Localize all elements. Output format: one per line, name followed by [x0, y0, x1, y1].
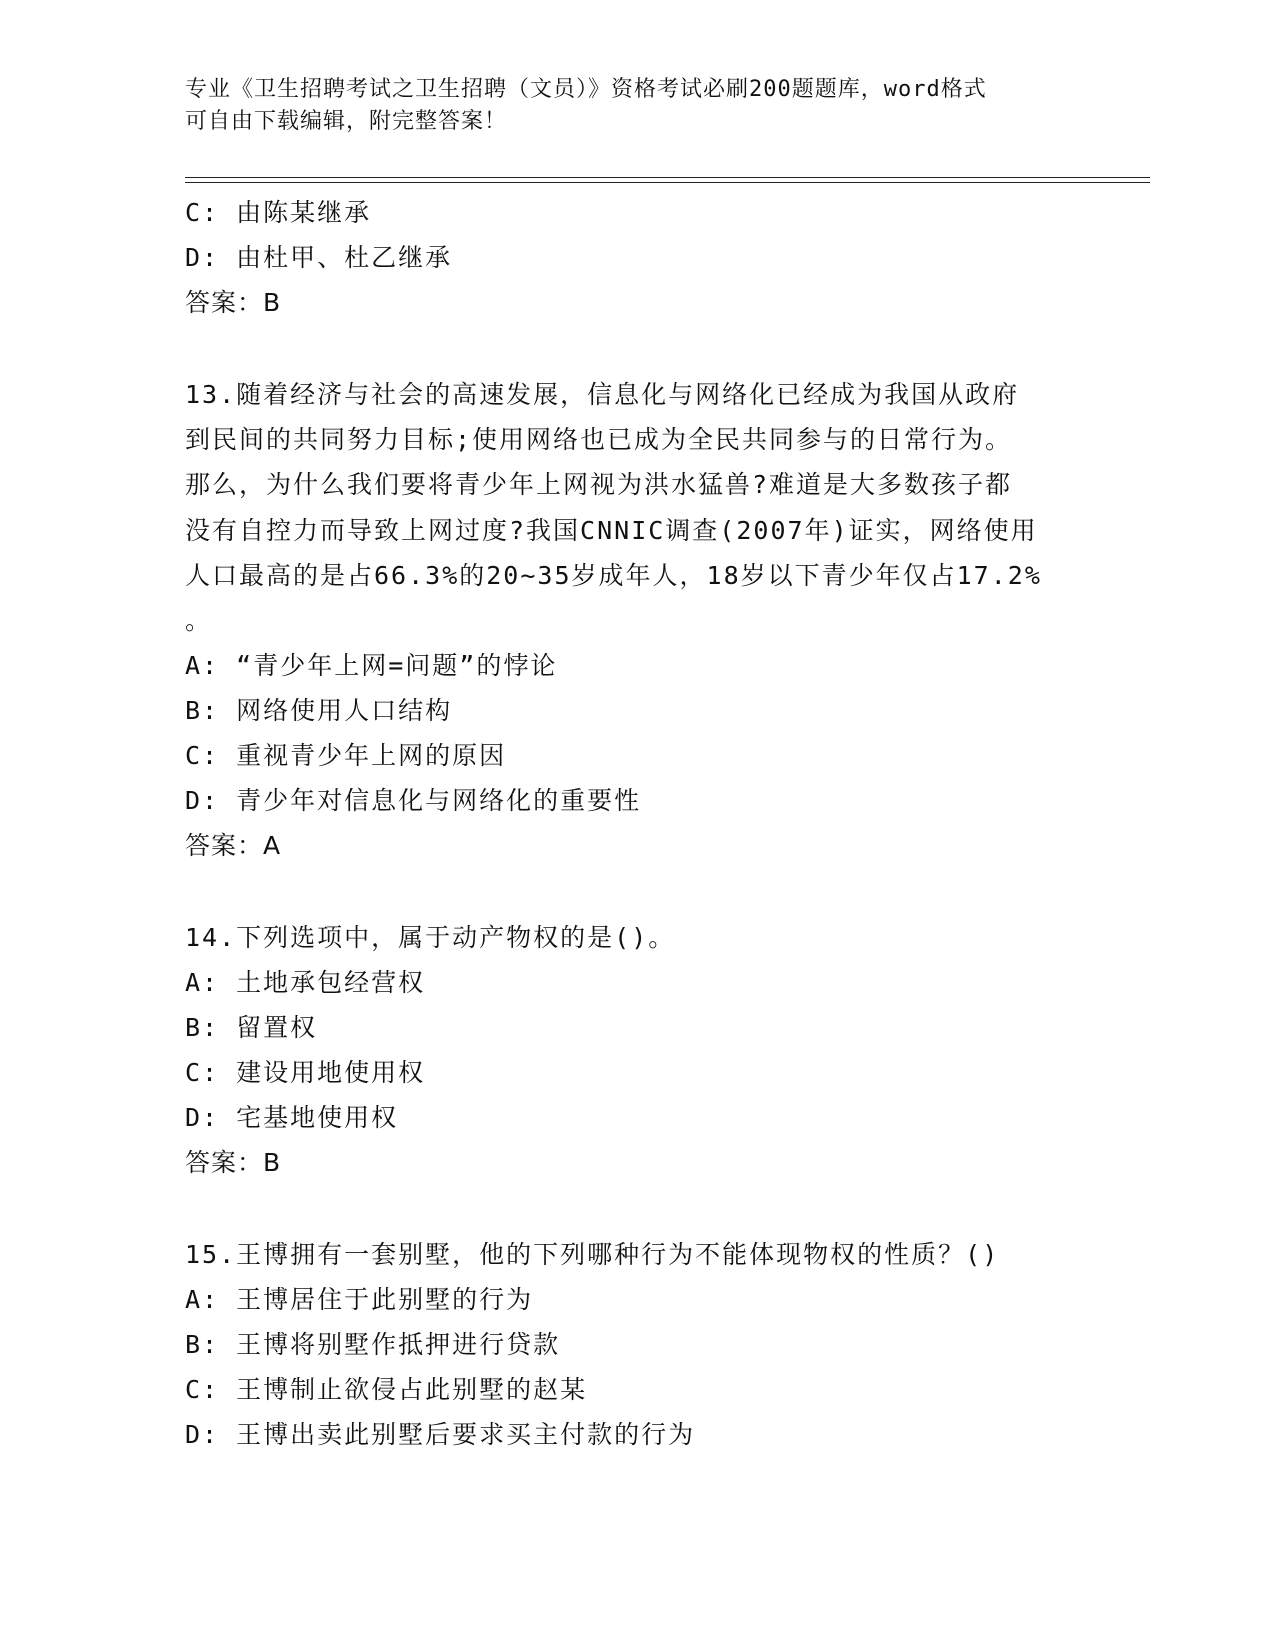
option-text: 建设用地使用权 — [236, 1058, 426, 1088]
option-c — [185, 1367, 1145, 1412]
question-text-line: 那么，为什么我们要将青少年上网视为洪水猛兽?难道是大多数孩子都 — [185, 470, 1013, 500]
header-title-line-2: 可自由下载编辑，附完整答案！ — [185, 109, 508, 134]
answer-line: 答案：B — [185, 1148, 282, 1178]
option-d — [185, 778, 1145, 823]
option-c — [185, 190, 1145, 235]
question-text-line: 。 — [185, 605, 213, 635]
document-header — [185, 74, 1065, 138]
option-text: 宅基地使用权 — [236, 1103, 399, 1133]
option-label: D: — [185, 243, 220, 272]
option-d — [185, 235, 1145, 280]
option-label: B: — [185, 1330, 220, 1360]
option-c — [185, 1050, 1145, 1095]
option-a — [185, 1277, 1145, 1322]
question-text-line: 15.王博拥有一套别墅，他的下列哪种行为不能体现物权的性质？() — [185, 1240, 1000, 1270]
option-text: 王博制止欲侵占此别墅的赵某 — [236, 1375, 588, 1405]
option-a — [185, 643, 1145, 688]
option-label: C: — [185, 1058, 220, 1088]
question-12-continuation — [185, 190, 1145, 325]
option-label: A: — [185, 1285, 220, 1315]
option-label: D: — [185, 1103, 220, 1133]
question-content — [185, 190, 1145, 1457]
option-label: B: — [185, 1013, 220, 1043]
option-text: 王博居住于此别墅的行为 — [236, 1285, 534, 1315]
answer-line: 答案：B — [185, 288, 282, 317]
option-c — [185, 733, 1145, 778]
option-label: C: — [185, 198, 220, 227]
option-label: D: — [185, 1420, 220, 1450]
spacer — [185, 325, 1145, 372]
question-15 — [185, 1232, 1145, 1457]
header-divider-bottom — [185, 182, 1150, 183]
option-label: D: — [185, 786, 220, 816]
question-text-line: 13.随着经济与社会的高速发展，信息化与网络化已经成为我国从政府 — [185, 380, 1020, 409]
option-b — [185, 1005, 1145, 1050]
question-text-line: 没有自控力而导致上网过度?我国CNNIC调查(2007年)证实，网络使用 — [185, 515, 1038, 545]
option-a — [185, 960, 1145, 1005]
option-text: 土地承包经营权 — [236, 968, 426, 998]
option-text: 王博将别墅作抵押进行贷款 — [236, 1330, 561, 1360]
option-label: C: — [185, 1375, 220, 1405]
question-text-line: 人口最高的是占66.3%的20~35岁成年人，18岁以下青少年仅占17.2% — [185, 560, 1042, 590]
question-13 — [185, 372, 1145, 868]
option-d — [185, 1412, 1145, 1457]
spacer — [185, 868, 1145, 915]
option-text: 由陈某继承 — [236, 198, 372, 227]
spacer — [185, 1185, 1145, 1232]
option-b — [185, 1322, 1145, 1367]
option-text: 重视青少年上网的原因 — [236, 741, 507, 771]
option-label: B: — [185, 696, 220, 726]
option-d — [185, 1095, 1145, 1140]
question-14 — [185, 915, 1145, 1185]
option-b — [185, 688, 1145, 733]
option-text: 网络使用人口结构 — [236, 696, 453, 726]
question-text-line: 到民间的共同努力目标;使用网络也已成为全民共同参与的日常行为。 — [185, 425, 1013, 455]
option-text: 由杜甲、杜乙继承 — [236, 243, 453, 272]
question-text-line: 14.下列选项中，属于动产物权的是()。 — [185, 923, 676, 953]
option-text: 留置权 — [236, 1013, 318, 1043]
answer-line: 答案：A — [185, 831, 282, 861]
option-label: A: — [185, 968, 220, 998]
option-label: A: — [185, 651, 220, 681]
option-text: 王博出卖此别墅后要求买主付款的行为 — [236, 1420, 696, 1450]
option-text: 青少年对信息化与网络化的重要性 — [236, 786, 642, 816]
header-divider-top — [185, 177, 1150, 178]
header-title-line-1: 专业《卫生招聘考试之卫生招聘（文员）》资格考试必刷200题题库，word格式 — [185, 77, 987, 102]
question-text — [185, 372, 1145, 643]
option-label: C: — [185, 741, 220, 771]
option-text: “青少年上网=问题”的悖论 — [236, 651, 558, 681]
